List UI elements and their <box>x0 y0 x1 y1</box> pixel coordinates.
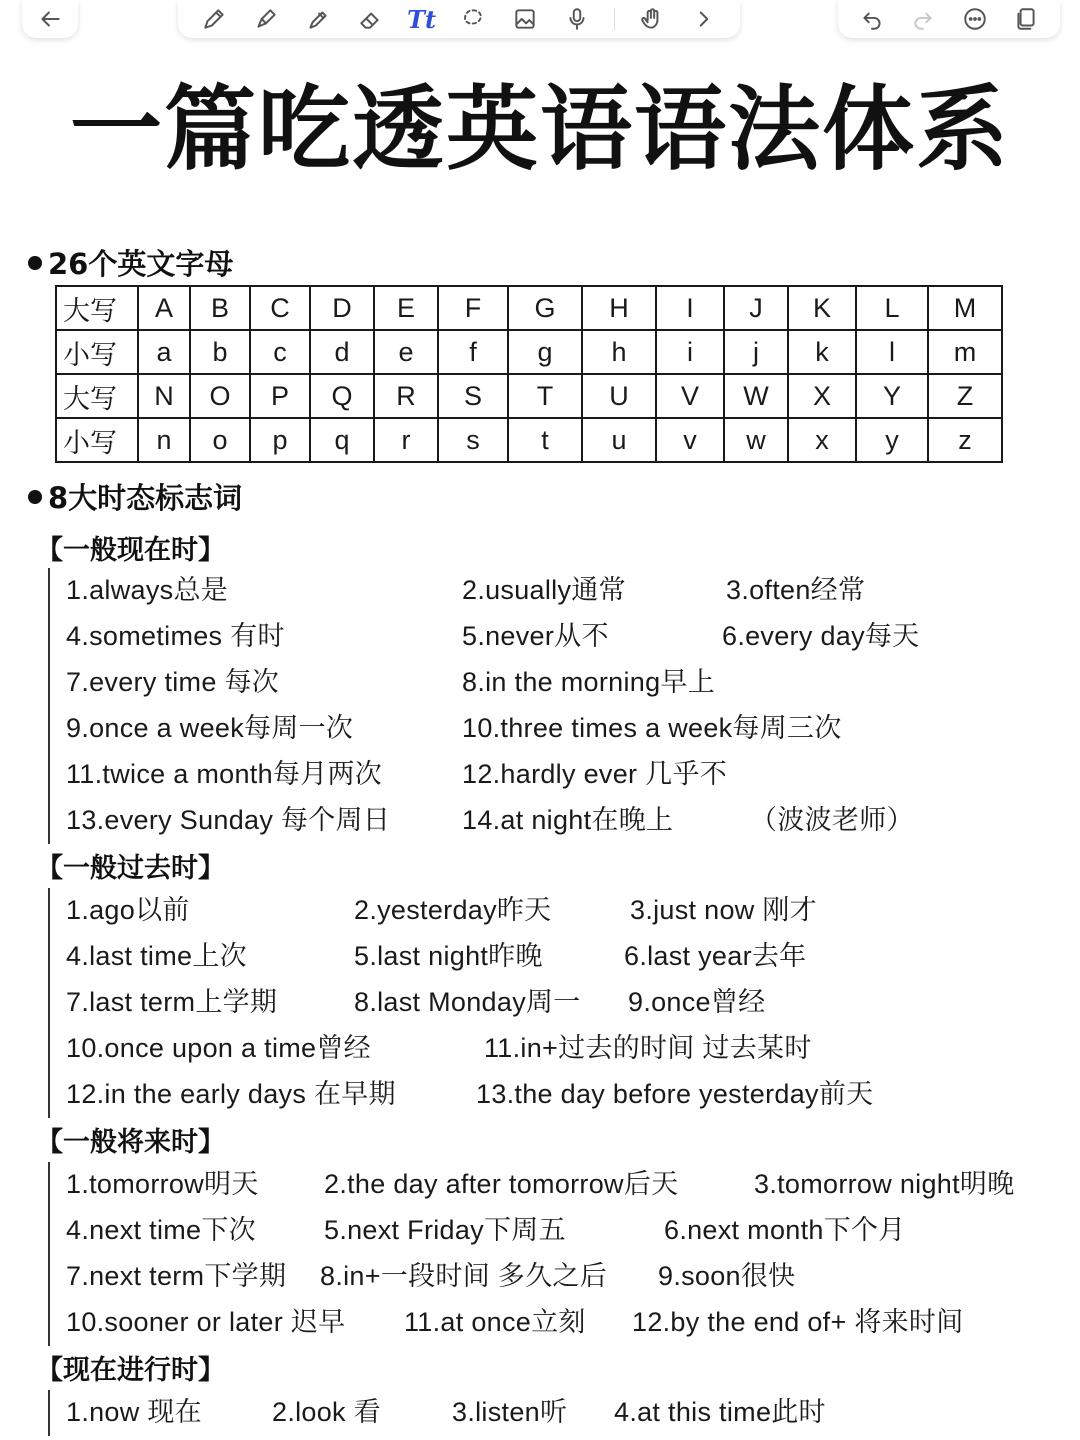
letter-cell: H <box>582 286 656 330</box>
letter-cell: N <box>138 374 190 418</box>
pages-icon[interactable] <box>1011 4 1041 34</box>
item-row <box>50 934 1050 980</box>
tense-title: 【一般过去时】 <box>36 853 225 884</box>
letter-cell: G <box>508 286 582 330</box>
toolbar-right-group <box>838 0 1060 38</box>
signal-word: 11.in+过去的时间 过去某时 <box>484 1033 812 1063</box>
letter-cell: O <box>190 374 250 418</box>
letter-cell: F <box>438 286 508 330</box>
more-icon[interactable] <box>960 4 990 34</box>
tense-heading <box>28 476 242 517</box>
letter-cell: f <box>438 330 508 374</box>
letter-cell: z <box>928 418 1002 462</box>
signal-word: 2.look 看 <box>272 1397 381 1427</box>
signal-word: 3.tomorrow night明晚 <box>754 1169 1015 1199</box>
signal-word: 8.in the morning早上 <box>462 667 716 697</box>
row-label: 大写 <box>56 374 138 418</box>
item-row <box>50 614 1050 660</box>
bullet-icon <box>28 256 42 270</box>
letter-cell: S <box>438 374 508 418</box>
signal-word: 12.in the early days 在早期 <box>66 1079 396 1109</box>
signal-word: 2.usually通常 <box>462 575 626 605</box>
hand-icon[interactable] <box>637 4 667 34</box>
letter-cell: R <box>374 374 438 418</box>
signal-word: 7.next term下学期 <box>66 1261 287 1291</box>
signal-word: 2.the day after tomorrow后天 <box>324 1169 679 1199</box>
signal-word: 14.at night在晚上 <box>462 805 674 835</box>
signal-word: （波波老师） <box>750 805 914 835</box>
signal-word: 9.once曾经 <box>628 987 766 1017</box>
letter-cell: A <box>138 286 190 330</box>
letter-cell: P <box>250 374 310 418</box>
signal-word: 13.every Sunday 每个周日 <box>66 805 391 835</box>
item-row <box>50 1300 1050 1346</box>
signal-word: 3.just now 刚才 <box>630 895 817 925</box>
alphabet-heading <box>28 242 233 283</box>
signal-word: 7.last term上学期 <box>66 987 278 1017</box>
letter-cell: b <box>190 330 250 374</box>
alphabet-heading-text: 26个英文字母 <box>48 247 234 281</box>
letter-cell: i <box>656 330 724 374</box>
letter-cell: h <box>582 330 656 374</box>
lasso-icon[interactable] <box>458 4 488 34</box>
row-label: 小写 <box>56 418 138 462</box>
signal-word: 6.next month下个月 <box>664 1215 906 1245</box>
alphabet-row <box>56 418 1002 462</box>
row-label: 小写 <box>56 330 138 374</box>
tense-title: 【一般现在时】 <box>36 535 225 566</box>
alphabet-row <box>56 374 1002 418</box>
letter-cell: c <box>250 330 310 374</box>
letter-cell: t <box>508 418 582 462</box>
signal-word: 5.next Friday下周五 <box>324 1215 566 1245</box>
letter-cell: Q <box>310 374 374 418</box>
letter-cell: W <box>724 374 788 418</box>
letter-cell: x <box>788 418 856 462</box>
item-row <box>50 1208 1050 1254</box>
letter-cell: V <box>656 374 724 418</box>
eraser-icon[interactable] <box>355 4 385 34</box>
letter-cell: e <box>374 330 438 374</box>
letter-cell: w <box>724 418 788 462</box>
tense-items <box>48 568 1050 844</box>
tense-items <box>48 1162 1050 1346</box>
item-row <box>50 1026 1050 1072</box>
letter-cell: L <box>856 286 928 330</box>
letter-cell: U <box>582 374 656 418</box>
item-row <box>50 980 1050 1026</box>
letter-cell: m <box>928 330 1002 374</box>
tense-items <box>48 1390 1050 1436</box>
letter-cell: g <box>508 330 582 374</box>
signal-word: 11.twice a month每月两次 <box>66 759 383 789</box>
signal-word: 10.sooner or later 迟早 <box>66 1307 346 1337</box>
marker-icon[interactable] <box>303 4 333 34</box>
letter-cell: p <box>250 418 310 462</box>
letter-cell: B <box>190 286 250 330</box>
item-row <box>50 752 1050 798</box>
bullet-icon <box>28 490 42 504</box>
chevron-right-icon[interactable] <box>689 4 719 34</box>
letter-cell: r <box>374 418 438 462</box>
letter-cell: M <box>928 286 1002 330</box>
signal-word: 1.always总是 <box>66 575 229 605</box>
undo-icon[interactable] <box>857 4 887 34</box>
drawing-toolbar <box>178 0 740 38</box>
signal-word: 4.next time下次 <box>66 1215 256 1245</box>
alphabet-row <box>56 330 1002 374</box>
alphabet-table <box>55 285 1003 463</box>
letter-cell: u <box>582 418 656 462</box>
redo-icon[interactable] <box>908 4 938 34</box>
letter-cell: E <box>374 286 438 330</box>
letter-cell: o <box>190 418 250 462</box>
signal-word: 3.listen听 <box>452 1397 568 1427</box>
letter-cell: J <box>724 286 788 330</box>
signal-word: 12.by the end of+ 将来时间 <box>632 1307 964 1337</box>
letter-cell: q <box>310 418 374 462</box>
alphabet-row <box>56 286 1002 330</box>
signal-word: 6.every day每天 <box>722 621 920 651</box>
item-row <box>50 660 1050 706</box>
tense-title: 【一般将来时】 <box>36 1127 225 1158</box>
letter-cell: Z <box>928 374 1002 418</box>
signal-word: 8.last Monday周一 <box>354 987 581 1017</box>
letter-cell: D <box>310 286 374 330</box>
highlighter-icon[interactable] <box>251 4 281 34</box>
tense-title: 【现在进行时】 <box>36 1355 225 1386</box>
item-row <box>50 798 1050 844</box>
signal-word: 1.ago以前 <box>66 895 190 925</box>
signal-word: 13.the day before yesterday前天 <box>476 1079 874 1109</box>
signal-word: 10.once upon a time曾经 <box>66 1033 371 1063</box>
signal-word: 10.three times a week每周三次 <box>462 713 842 743</box>
letter-cell: C <box>250 286 310 330</box>
toolbar-back-group <box>22 0 78 38</box>
signal-word: 5.never从不 <box>462 621 609 651</box>
signal-word: 4.at this time此时 <box>614 1397 826 1427</box>
microphone-icon[interactable] <box>562 4 592 34</box>
signal-word: 12.hardly ever 几乎不 <box>462 759 727 789</box>
letter-cell: s <box>438 418 508 462</box>
tense-items <box>48 888 1050 1118</box>
signal-word: 8.in+一段时间 多久之后 <box>320 1261 608 1291</box>
letter-cell: I <box>656 286 724 330</box>
letter-cell: d <box>310 330 374 374</box>
page-title: 一篇吃透英语语法体系 <box>69 76 1010 183</box>
signal-word: 2.yesterday昨天 <box>354 895 552 925</box>
letter-cell: y <box>856 418 928 462</box>
letter-cell: a <box>138 330 190 374</box>
letter-cell: n <box>138 418 190 462</box>
item-row <box>50 1162 1050 1208</box>
text-icon[interactable] <box>407 4 437 34</box>
item-row <box>50 568 1050 614</box>
letter-cell: v <box>656 418 724 462</box>
signal-word: 1.tomorrow明天 <box>66 1169 259 1199</box>
signal-word: 1.now 现在 <box>66 1397 202 1427</box>
item-row <box>50 1072 1050 1118</box>
letter-cell: k <box>788 330 856 374</box>
letter-cell: T <box>508 374 582 418</box>
item-row <box>50 1390 1050 1436</box>
row-label: 大写 <box>56 286 138 330</box>
pen-icon[interactable] <box>199 4 229 34</box>
letter-cell: Y <box>856 374 928 418</box>
signal-word: 11.at once立刻 <box>404 1307 586 1337</box>
signal-word: 4.sometimes 有时 <box>66 621 285 651</box>
signal-word: 6.last year去年 <box>624 941 807 971</box>
signal-word: 9.once a week每周一次 <box>66 713 354 743</box>
arrow-left-icon[interactable] <box>35 4 65 34</box>
text-tool-glyph: Tt <box>407 4 437 34</box>
signal-word: 4.last time上次 <box>66 941 247 971</box>
letter-cell: j <box>724 330 788 374</box>
signal-word: 3.often经常 <box>726 575 866 605</box>
image-icon[interactable] <box>510 4 540 34</box>
signal-word: 9.soon很快 <box>658 1261 796 1291</box>
item-row <box>50 888 1050 934</box>
signal-word: 7.every time 每次 <box>66 667 280 697</box>
letter-cell: X <box>788 374 856 418</box>
item-row <box>50 706 1050 752</box>
toolbar-divider <box>614 8 615 30</box>
item-row <box>50 1254 1050 1300</box>
letter-cell: l <box>856 330 928 374</box>
letter-cell: K <box>788 286 856 330</box>
tense-heading-text: 8大时态标志词 <box>48 481 243 515</box>
signal-word: 5.last night昨晚 <box>354 941 543 971</box>
